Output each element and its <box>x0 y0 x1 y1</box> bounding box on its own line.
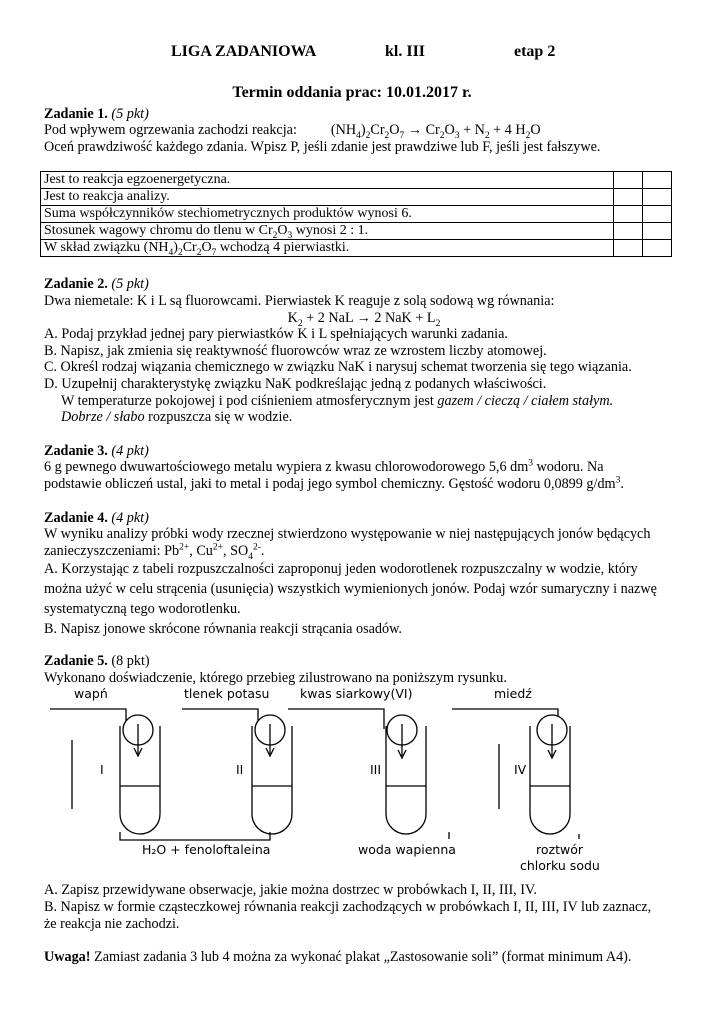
task-2-d-line2: Dobrze / słabo rozpuszcza się w wodzie. <box>61 409 293 426</box>
task-2-points: (5 pkt) <box>111 276 149 293</box>
test-tube-4 <box>530 715 570 834</box>
stage-label: etap 2 <box>514 43 556 60</box>
task-4-points: (4 pkt) <box>111 509 149 526</box>
header <box>44 44 684 64</box>
task-4-b: B. Napisz jonowe skrócone równania reakcji strącania osadów. <box>44 621 402 638</box>
tube-label: IV <box>514 762 527 778</box>
answer-cell[interactable] <box>614 172 643 189</box>
task-2-title: Zadanie 2. <box>44 276 108 293</box>
task-5-intro: Wykonano doświadczenie, którego przebieg zilustrowano na poniższym rysunku. <box>44 669 507 686</box>
tube-label: I <box>100 762 104 778</box>
answer-cell[interactable] <box>614 223 643 240</box>
reagent-label: wapń <box>74 686 108 702</box>
task-4-line2: zanieczyszczeniami: $Pb^{2+}$, $Cu^{2+}$, $SO_4^{2-}$. <box>44 541 265 562</box>
table-row: Jest to reakcja egzoenergetyczna. <box>41 172 672 189</box>
task-5-points: (8 pkt) <box>111 653 150 670</box>
task-3-line2: podstawie obliczeń ustal, jaki to metal i podaj jego symbol chemiczny. Gęstość wodoru 0,0899 $g/dm^3$. <box>44 475 624 492</box>
task-4-line1: W wyniku analizy próbki wody rzecznej stwierdzono występowanie w niej następujących jonów będących <box>44 526 651 543</box>
task-2-intro: Dwa niemetale: K i L są fluorowcami. Pierwiastek K reaguje z solą sodową wg równania: <box>44 292 555 309</box>
task-5 <box>44 653 684 932</box>
task-4-a1: A. Korzystając z tabeli rozpuszczalności zaproponuj jeden wodorotlenek rozpuszczalny w wodzie, który <box>44 561 638 578</box>
task-3-points: (4 pkt) <box>111 442 149 459</box>
experiment-diagram <box>44 684 684 876</box>
task-1-title: Zadanie 1. <box>44 105 108 122</box>
task-2 <box>44 276 684 425</box>
table-row: Suma współczynników stechiometrycznych produktów wynosi 6. <box>41 206 672 223</box>
answer-cell[interactable] <box>614 240 643 257</box>
task-2-a: A. Podaj przykład jednej pary pierwiastków K i L spełniających warunki zadania. <box>44 326 508 343</box>
liquid-label: roztwór <box>536 842 583 858</box>
task-3-title: Zadanie 3. <box>44 442 108 459</box>
task-3-line1: 6 g pewnego dwuwartościowego metalu wypiera z kwasu chlorowodorowego 5,6 $dm^3$ wodoru. Na <box>44 458 604 476</box>
reagent-label: miedź <box>494 686 532 702</box>
connector-line <box>50 709 126 729</box>
task-2-b: B. Napisz, jak zmienia się reaktywność fluorowców wraz ze wzrostem liczby atomowej. <box>44 342 547 359</box>
reagent-label: kwas siarkowy(VI) <box>300 686 413 702</box>
table-row: W skład związku $(NH_4)_2Cr_2O_7$ wchodzą 4 pierwiastki. <box>41 240 672 257</box>
connector-line <box>288 709 384 729</box>
connector-line <box>120 832 270 840</box>
class-label: kl. III <box>385 43 426 60</box>
task-1 <box>44 106 684 258</box>
note: Uwaga! Zamiast zadania 3 lub 4 można za wykonać plakat „Zastosowanie soli” (format minimum A4). <box>44 949 632 966</box>
tube-label: II <box>236 762 244 778</box>
worksheet <box>44 44 684 966</box>
task-5-a: A. Zapisz przewidywane obserwacje, jakie można dostrzec w probówkach I, II, III, IV. <box>44 882 537 899</box>
task-1-intro: Pod wpływem ogrzewania zachodzi reakcja: <box>44 122 297 139</box>
task-1-equation: $(NH_4)_2Cr_2O_7 \to Cr_2O_3 + N_2 + 4$ $H_2O$ <box>330 122 541 142</box>
task-5-b2: że reakcja nie zachodzi. <box>44 915 180 932</box>
connector-line <box>182 709 258 729</box>
answer-cell[interactable] <box>643 206 672 223</box>
answer-cell[interactable] <box>643 189 672 206</box>
test-tube-2 <box>252 715 292 834</box>
task-1-points: (5 pkt) <box>111 105 149 122</box>
task-5-b1: B. Napisz w formie cząsteczkowej równania reakcji zachodzących w probówkach I, II, III, IV lub zaznacz, <box>44 899 652 916</box>
true-false-table <box>40 171 672 257</box>
task-2-d: D. Uzupełnij charakterystykę związku NaK podkreślając jedną z podanych właściwości. <box>44 375 547 392</box>
test-tube-1 <box>120 715 160 834</box>
table-row: Stosunek wagowy chromu do tlenu w $Cr_2O_3$ wynosi 2 : 1. <box>41 223 672 240</box>
tube-label: III <box>370 762 382 778</box>
liquid-label: H₂O + fenoloftaleina <box>142 842 271 858</box>
task-2-equation: $K_2 + 2$ NaL → 2 NaK + $L_2$ <box>287 309 441 329</box>
task-3 <box>44 443 684 493</box>
task-4-title: Zadanie 4. <box>44 509 108 526</box>
league-title: LIGA ZADANIOWA <box>171 43 317 60</box>
reagent-label: tlenek potasu <box>184 686 270 702</box>
task-4-a2: można użyć w celu strącenia (usunięcia) wszystkich wymienionych jonów. Podaj wzór sumaryczny i nazwę <box>44 581 657 598</box>
task-4-a3: systematyczną tego wodorotlenku. <box>44 601 241 618</box>
liquid-label: chlorku sodu <box>520 858 600 874</box>
table-row: Jest to reakcja analizy. <box>41 189 672 206</box>
task-4 <box>44 510 684 640</box>
test-tube-3 <box>386 715 426 834</box>
answer-cell[interactable] <box>643 223 672 240</box>
task-5-title: Zadanie 5. <box>44 653 108 670</box>
deadline-title: Termin oddania prac: 10.01.2017 r. <box>232 84 472 101</box>
answer-cell[interactable] <box>643 240 672 257</box>
answer-cell[interactable] <box>614 189 643 206</box>
task-2-d-line1: W temperaturze pokojowej i pod ciśnieniem atmosferycznym jest gazem / cieczą / ciałem stałym. <box>61 392 614 409</box>
liquid-label: woda wapienna <box>358 842 456 858</box>
answer-cell[interactable] <box>643 172 672 189</box>
answer-cell[interactable] <box>614 206 643 223</box>
task-2-c: C. Określ rodzaj wiązania chemicznego w związku NaK i narysuj schemat tworzenia się tego wiązania. <box>44 359 632 376</box>
task-1-instruction: Oceń prawdziwość każdego zdania. Wpisz P, jeśli zdanie jest prawdziwe lub F, jeśli jest fałszywe. <box>44 138 601 155</box>
